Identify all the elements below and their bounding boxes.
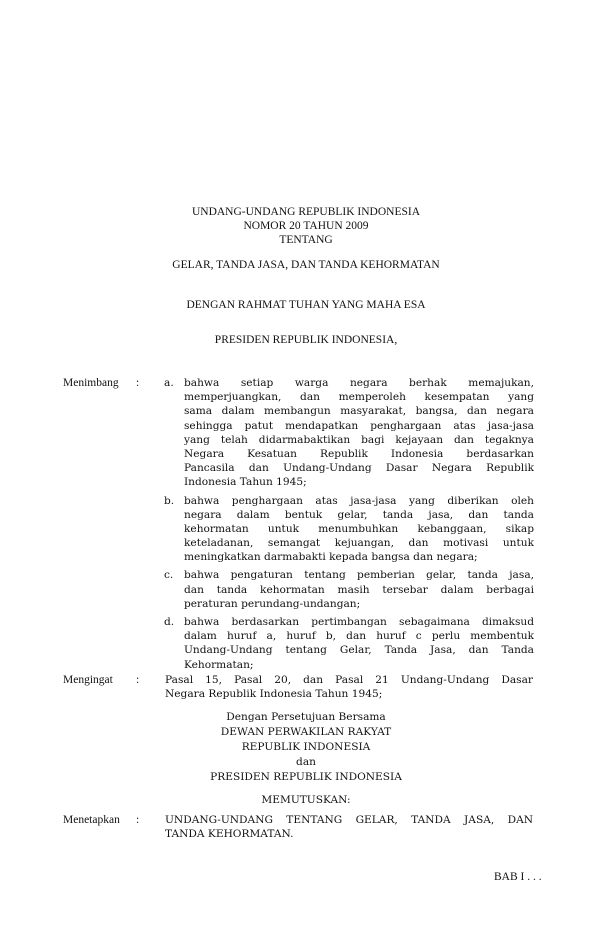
persetujuan-line: dan [296,756,316,768]
text-line: dalam huruf a, huruf b, dan huruf c perlu membentuk [184,630,534,643]
menimbang-items [164,376,534,676]
text-line: negara dalam bentuk gelar, tanda jasa, dan tanda [184,508,534,521]
text-line: Indonesia Tahun 1945; [184,476,307,489]
text-line: meningkatkan darmabakti kepada bangsa dan negara; [184,551,478,564]
text-line: dan tanda kehormatan masih tersebar dalam berbagai [184,583,534,596]
text-line: Negara Kesatuan Republik Indonesia berdasarkan [184,447,534,460]
mengingat-label: Mengingat [63,674,113,686]
text-line: memperjuangkan, dan memperoleh kesempatan yang [184,391,534,404]
text-line: UNDANG-UNDANG TENTANG GELAR, TANDA JASA, DAN [165,814,533,826]
law-subject: GELAR, TANDA JASA, DAN TANDA KEHORMATAN [172,259,440,271]
consideration-item [164,376,534,490]
menimbang-colon: : [136,377,140,389]
text-line: yang telah didarmabaktikan bagi kejayaan dan tegaknya [184,433,534,446]
memutuskan-heading: MEMUTUSKAN: [261,794,351,806]
menetapkan-label: Menetapkan [63,814,120,826]
title-line: UNDANG-UNDANG REPUBLIK INDONESIA [191,206,421,218]
title-line: TENTANG [279,234,333,247]
persetujuan-line: REPUBLIK INDONESIA [241,741,371,753]
text-line: keteladanan, semangat kejuangan, dan motivasi untuk [184,537,534,550]
persetujuan-line: Dengan Persetujuan Bersama [226,711,386,723]
text-line: bahwa berdasarkan pertimbangan sebagaimana dimaksud [184,616,534,628]
consideration-item [164,615,534,672]
mengingat-text [165,673,533,701]
text-line: kehormatan untuk menumbuhkan kebanggaan, sikap [184,522,534,535]
text-line: TANDA KEHORMATAN. [165,828,294,841]
persetujuan-line: PRESIDEN REPUBLIK INDONESIA [210,771,402,783]
text-line: sehingga patut mendapatkan penghargaan atas jasa-jasa [184,419,534,432]
persetujuan-line: DEWAN PERWAKILAN RAKYAT [220,726,392,738]
menetapkan-colon: : [136,814,140,826]
consideration-item [164,494,534,565]
item-letter: c. [164,569,174,582]
item-letter: d. [164,616,175,628]
text-line: Kehormatan; [184,658,254,671]
item-letter: a. [164,377,174,389]
text-line: peraturan perundang-undangan; [184,597,361,610]
title-line: NOMOR 20 TAHUN 2009 [243,220,369,233]
mengingat-colon: : [136,674,140,686]
president-heading: PRESIDEN REPUBLIK INDONESIA, [214,334,398,346]
item-letter: b. [164,494,175,507]
law-title [0,205,612,248]
menetapkan-text [165,813,533,841]
consideration-item [164,568,534,611]
text-line: Pancasila dan Undang-Undang Dasar Negara Republik [184,462,534,475]
text-line: Negara Republik Indonesia Tahun 1945; [165,688,383,701]
text-line: bahwa setiap warga negara berhak memajukan, [184,377,534,389]
menimbang-label: Menimbang [63,377,119,389]
text-line: Pasal 15, Pasal 20, dan Pasal 21 Undang-Undang Dasar [165,674,533,686]
text-line: bahwa pengaturan tentang pemberian gelar, tanda jasa, [184,569,534,582]
invocation: DENGAN RAHMAT TUHAN YANG MAHA ESA [186,299,426,311]
persetujuan-block [0,710,612,785]
text-line: sama dalam membangun masyarakat, bangsa, dan negara [184,405,534,418]
text-line: bahwa penghargaan atas jasa-jasa yang diberikan oleh [184,494,534,507]
page-continuation: BAB I . . . [494,871,542,883]
text-line: Undang-Undang tentang Gelar, Tanda Jasa, dan Tanda [184,644,534,657]
